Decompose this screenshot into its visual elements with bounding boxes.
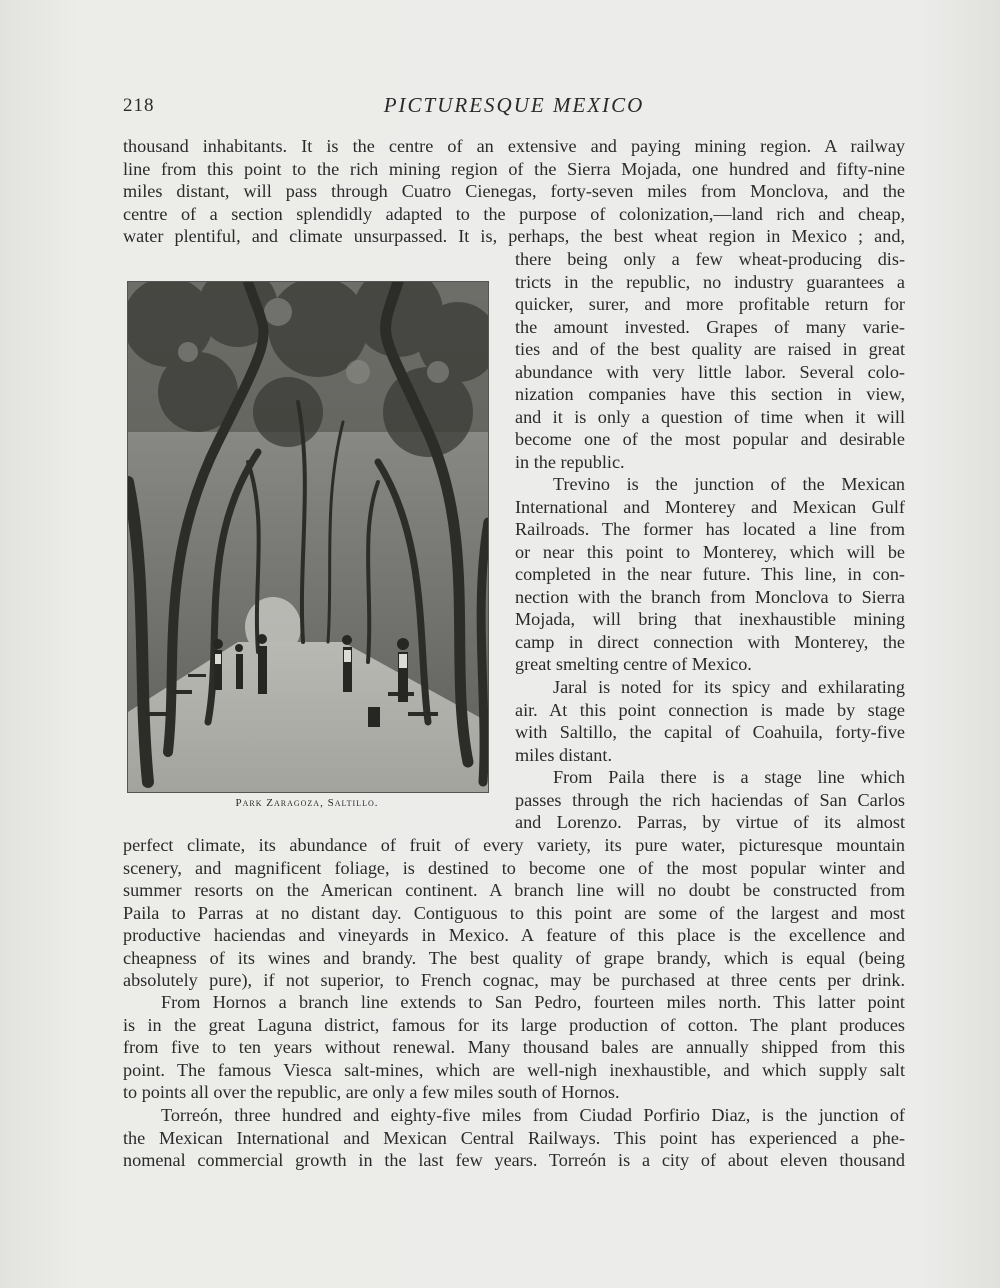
text-line: Paila to Parras at no distant day. Contiguous to this point are some of the largest and most [123,902,905,923]
text-line: cheapness of its wines and brandy. The best quality of grape brandy, which is equal (being [123,947,905,968]
text-line: From Paila there is a stage line which [553,767,905,787]
text-line: miles distant, will pass through Cuatro Cienegas, forty-seven miles from Monclova, and the [123,181,905,201]
running-title: PICTURESQUE MEXICO [383,93,645,117]
text-line: is in the great Laguna district, famous for its large production of cotton. The plant produces [123,1014,905,1035]
text-line: great smelting centre of Mexico. [515,654,752,674]
text-line: camp in direct connection with Monterey, the [515,631,905,652]
paragraph-6 [123,1104,905,1172]
text-line: abundance with very little labor. Several colo- [515,361,905,382]
text-line: nization companies have this section in view, [515,384,905,404]
running-head [123,93,905,123]
text-line: water plentiful, and climate unsurpassed. It is, perhaps, the best wheat region in Mexico ; and, [123,226,905,246]
paragraph-4-full [123,834,905,992]
text-line: from five to ten years without renewal. Many thousand bales are annually shipped from this [123,1037,905,1057]
text-line: or near this point to Monterey, which will be [515,541,905,562]
text-line: and Lorenzo. Parras, by virtue of its almost [515,812,905,832]
paragraph-1-narrow [515,248,905,473]
paragraph-3 [515,676,905,766]
text-line: Trevino is the junction of the Mexican [553,474,905,494]
text-line: perfect climate, its abundance of fruit of every variety, its pure water, picturesque mountain [123,835,905,855]
text-line: to points all over the republic, are only a few miles south of Hornos. [123,1082,620,1102]
text-line: with Saltillo, the capital of Coahuila, forty-five [515,722,905,742]
text-line: completed in the near future. This line, in con- [515,564,905,584]
text-line: Railroads. The former has located a line from [515,519,905,539]
text-line: centre of a section splendidly adapted to the purpose of colonization,—land rich and cheap, [123,203,905,224]
text-line: point. The famous Viesca salt-mines, which are well-nigh inexhaustible, and which supply salt [123,1059,905,1080]
text-line: and it is only a question of time when it will [515,406,905,427]
paragraph-5 [123,991,905,1104]
text-line: quicker, surer, and more profitable return for [515,294,905,314]
text-line: there being only a few wheat-producing dis- [515,249,905,269]
paragraph-2 [515,473,905,676]
text-line: nomenal commercial growth in the last few years. Torreón is a city of about eleven thousand [123,1150,905,1170]
text-line: From Hornos a branch line extends to San Pedro, fourteen miles north. This latter point [161,992,905,1012]
text-line: become one of the most popular and desirable [515,429,905,449]
text-line: Torreón, three hundred and eighty-five miles from Ciudad Porfirio Diaz, is the junction of [161,1105,905,1125]
text-line: line from this point to the rich mining region of the Sierra Mojada, one hundred and fifty-nine [123,158,905,179]
text-line: productive haciendas and vineyards in Mexico. A feature of this place is the excellence and [123,925,905,945]
text-line: the amount invested. Grapes of many varie- [515,316,905,337]
text-line: passes through the rich haciendas of San Carlos [515,789,905,810]
text-line: scenery, and magnificent foliage, is destined to become one of the most popular winter and [123,857,905,878]
paragraph-1-full [123,135,905,248]
text-line: tricts in the republic, no industry guarantees a [515,271,905,292]
park-photograph [127,281,489,793]
text-line: thousand inhabitants. It is the centre of an extensive and paying mining region. A railway [123,136,905,156]
text-line: nection with the branch from Monclova to Sierra [515,586,905,607]
text-line: ties and of the best quality are raised in great [515,339,905,359]
text-line: the Mexican International and Mexican Central Railways. This point has experienced a phe- [123,1127,905,1148]
figure-caption: Park Zaragoza, Saltillo. [235,797,379,809]
text-line: air. At this point connection is made by stage [515,699,905,720]
text-line: Jaral is noted for its spicy and exhilarating [553,677,905,697]
paragraph-4-narrow [515,766,905,834]
page-number: 218 [123,95,155,116]
text-line: International and Monterey and Mexican Gulf [515,496,905,517]
text-line: summer resorts on the American continent. A branch line will no doubt be constructed from [123,880,905,900]
text-line: miles distant. [515,744,612,765]
park-photo-illustration [128,282,488,792]
text-line: Mojada, will bring that inexhaustible mining [515,609,905,629]
text-line: in the republic. [515,451,625,472]
text-line: absolutely pure), if not superior, to French cognac, may be purchased at three cents per drink. [123,970,905,990]
